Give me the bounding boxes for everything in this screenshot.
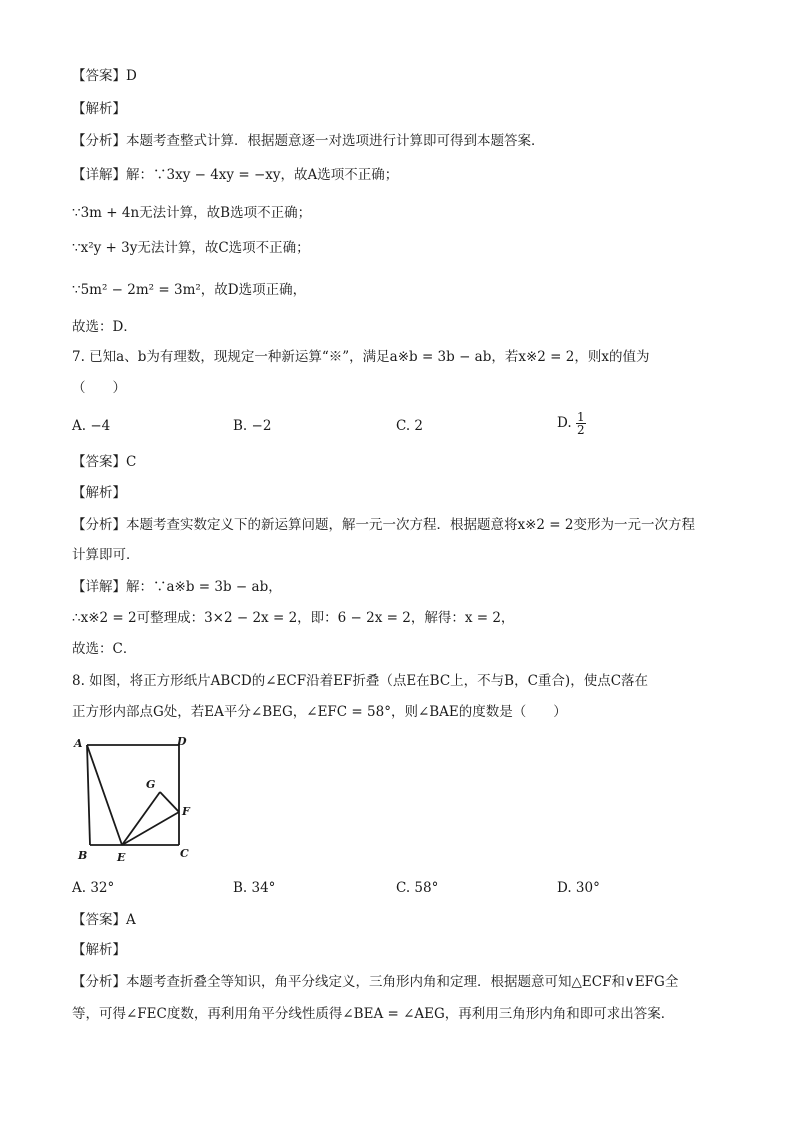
q8-option-c: C. 58°	[396, 880, 439, 896]
fenxi-6: 【分析】本题考查整式计算．根据题意逐一对选项进行计算即可得到本题答案．	[72, 133, 545, 149]
answer-7: 【答案】C	[72, 454, 137, 470]
choose-7: 故选：C．	[72, 641, 137, 657]
fraction-one-half	[576, 411, 586, 436]
q7-paren: （ ）	[72, 380, 126, 396]
fenxi-7-line1: 【分析】本题考查实数定义下的新运算问题，解一元一次方程．根据题意将x※2 = 2变形为一元一次方程	[72, 517, 695, 533]
q8-option-a: A. 32°	[72, 880, 115, 896]
q7-option-b: B. −2	[233, 418, 272, 434]
detail-d-6: ∵5m² − 2m² = 3m²，故D选项正确，	[72, 282, 307, 298]
segment-ef	[122, 812, 179, 845]
label-E: E	[117, 851, 126, 864]
detail-c-6: ∵x²y + 3y无法计算，故C选项不正确；	[72, 240, 310, 256]
label-C: C	[180, 847, 189, 860]
detail-7-line1: 【详解】解：∵a※b = 3b − ab，	[72, 579, 282, 595]
q7-option-d	[557, 411, 586, 436]
analysis-label-6: 【解析】	[72, 101, 126, 117]
q7-stem: 7. 已知a、b为有理数，现规定一种新运算“※”，满足a※b = 3b − ab，若x※2 = 2，则x的值为	[72, 349, 650, 365]
label-G: G	[146, 778, 156, 791]
answer-8: 【答案】A	[72, 912, 136, 928]
fraction-denominator: 2	[576, 423, 585, 437]
q7-option-c: C. 2	[396, 418, 424, 434]
detail-a-6: 【详解】解：∵3xy − 4xy = −xy，故A选项不正确；	[72, 167, 399, 183]
q8-stem-line1: 8. 如图，将正方形纸片ABCD的∠ECF沿着EF折叠（点E在BC上，不与B，C重合)，使点C落在	[72, 673, 649, 689]
q7-option-a: A. −4	[72, 418, 111, 434]
fenxi-8-line1: 【分析】本题考查折叠全等知识，角平分线定义，三角形内角和定理．根据题意可知△ECF和∨EFG全	[72, 974, 679, 990]
segment-ae	[87, 745, 122, 845]
detail-7-line2: ∴x※2 = 2可整理成：3×2 − 2x = 2，即：6 − 2x = 2，解得：x = 2，	[72, 610, 515, 626]
fraction-numerator: 1	[576, 410, 585, 424]
q8-option-d: D. 30°	[557, 880, 600, 896]
label-F: F	[182, 805, 190, 818]
q7-option-d-label: D.	[557, 415, 572, 431]
choose-6: 故选：D．	[72, 319, 137, 335]
label-D: D	[177, 735, 187, 748]
fenxi-7-line2: 计算即可．	[72, 547, 140, 563]
segment-eg	[122, 792, 160, 845]
analysis-label-8: 【解析】	[72, 942, 126, 958]
label-B: B	[78, 849, 88, 862]
fenxi-8-line2: 等，可得∠FEC度数，再利用角平分线性质得∠BEA = ∠AEG，再利用三角形内角和即可求出答案．	[72, 1006, 675, 1022]
answer-6: 【答案】D	[72, 68, 137, 84]
label-A: A	[74, 737, 83, 750]
segment-gf	[160, 792, 179, 812]
side-ab	[87, 745, 90, 845]
square-fold-figure	[72, 735, 202, 865]
q8-stem-line2: 正方形内部点G处，若EA平分∠BEG，∠EFC = 58°，则∠BAE的度数是（ ）	[72, 704, 567, 720]
analysis-label-7: 【解析】	[72, 485, 126, 501]
q8-option-b: B. 34°	[233, 880, 276, 896]
detail-b-6: ∵3m + 4n无法计算，故B选项不正确；	[72, 205, 312, 221]
